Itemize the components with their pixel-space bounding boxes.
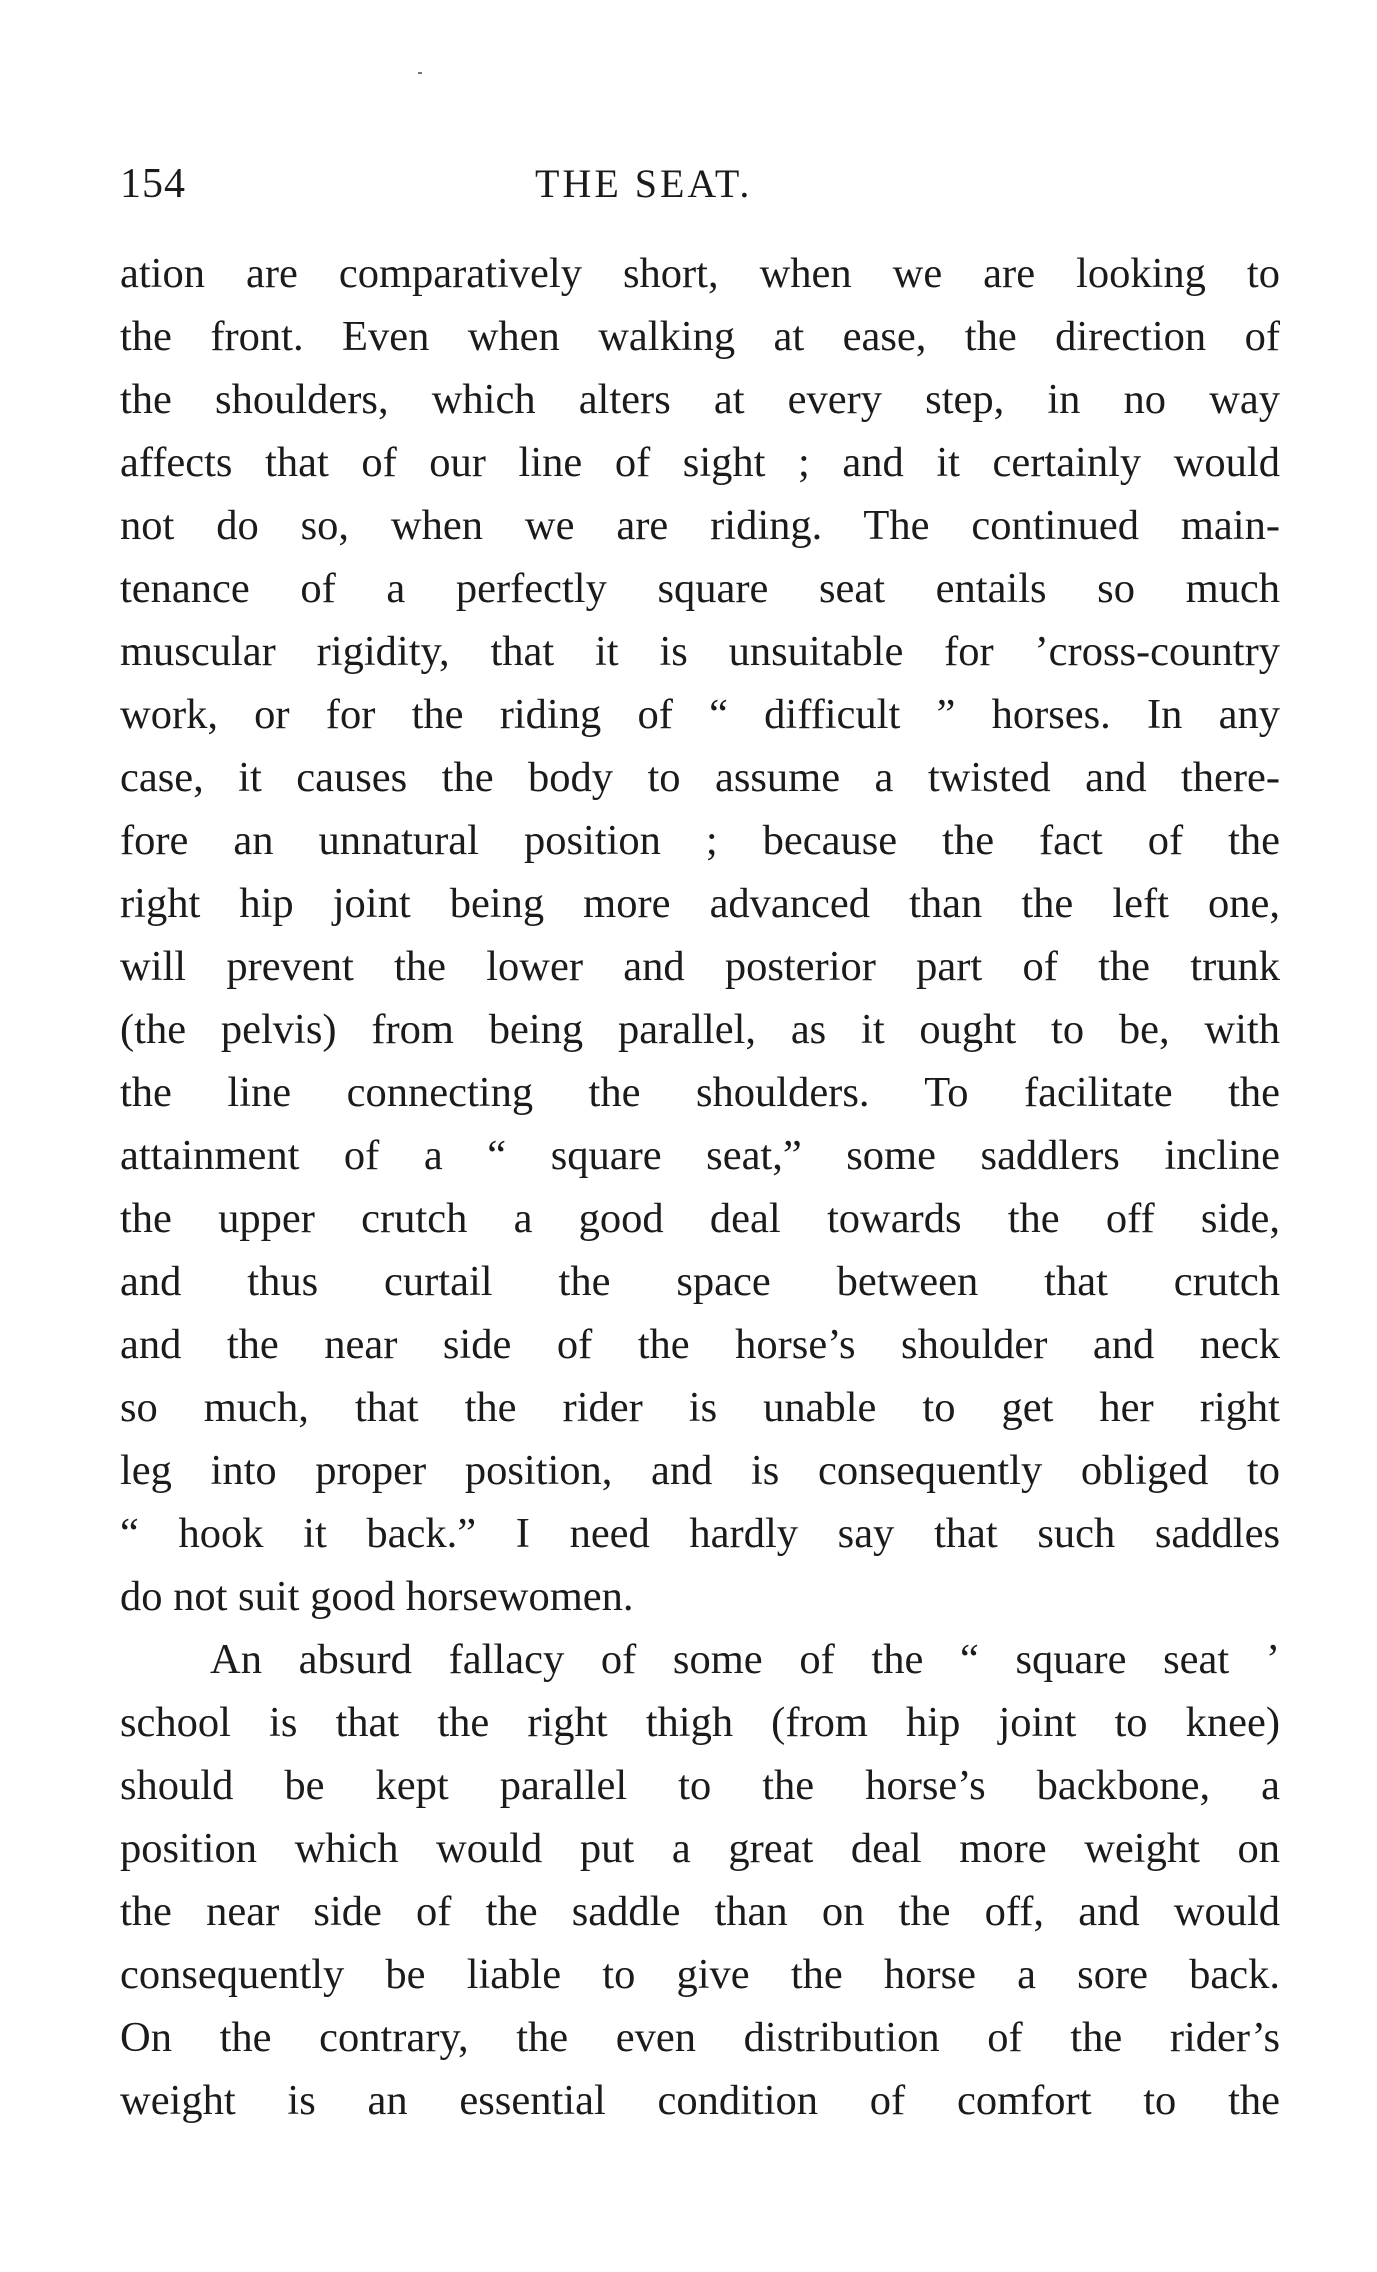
text-line: and the near side of the horse’s shoulder and neck bbox=[120, 1321, 1280, 1368]
body-text bbox=[120, 242, 1280, 2132]
text-line: school is that the right thigh (from hip joint to knee) bbox=[120, 1699, 1280, 1746]
text-line: weight is an essential condition of comfort to the bbox=[120, 2077, 1280, 2124]
text-line: not do so, when we are riding. The continued main- bbox=[120, 502, 1280, 549]
text-line: the near side of the saddle than on the off, and would bbox=[120, 1888, 1280, 1935]
text-line: affects that of our line of sight ; and it certainly would bbox=[120, 439, 1280, 486]
paragraph-start-line: An absurd fallacy of some of the “ square seat ’ bbox=[210, 1636, 1280, 1683]
text-line: position which would put a great deal more weight on bbox=[120, 1825, 1280, 1872]
text-line: right hip joint being more advanced than the left one, bbox=[120, 880, 1280, 927]
text-line: “ hook it back.” I need hardly say that such saddles bbox=[120, 1510, 1280, 1557]
text-line: consequently be liable to give the horse a sore back. bbox=[120, 1951, 1280, 1998]
text-line: and thus curtail the space between that crutch bbox=[120, 1258, 1280, 1305]
text-line: the front. Even when walking at ease, the direction of bbox=[120, 313, 1280, 360]
text-line: On the contrary, the even distribution of the rider’s bbox=[120, 2014, 1280, 2061]
text-line: so much, that the rider is unable to get her right bbox=[120, 1384, 1280, 1431]
text-line: ation are comparatively short, when we are looking to bbox=[120, 250, 1280, 297]
text-line: case, it causes the body to assume a twisted and there- bbox=[120, 754, 1280, 801]
text-line: the upper crutch a good deal towards the off side, bbox=[120, 1195, 1280, 1242]
text-line: attainment of a “ square seat,” some saddlers incline bbox=[120, 1132, 1280, 1179]
text-line: the shoulders, which alters at every step, in no way bbox=[120, 376, 1280, 423]
text-line: should be kept parallel to the horse’s backbone, a bbox=[120, 1762, 1280, 1809]
text-line: will prevent the lower and posterior part of the trunk bbox=[120, 943, 1280, 990]
text-line: (the pelvis) from being parallel, as it ought to be, with bbox=[120, 1006, 1280, 1053]
text-line: leg into proper position, and is consequently obliged to bbox=[120, 1447, 1280, 1494]
running-head bbox=[120, 160, 1280, 220]
text-line: fore an unnatural position ; because the fact of the bbox=[120, 817, 1280, 864]
paragraph-end-line: do not suit good horsewomen. bbox=[120, 1573, 634, 1620]
text-line: tenance of a perfectly square seat entails so much bbox=[120, 565, 1280, 612]
chapter-title: THE SEAT. bbox=[535, 161, 753, 206]
text-line: muscular rigidity, that it is unsuitable for ’cross-country bbox=[120, 628, 1280, 675]
text-line: the line connecting the shoulders. To facilitate the bbox=[120, 1069, 1280, 1116]
text-line: work, or for the riding of “ difficult ” horses. In any bbox=[120, 691, 1280, 738]
print-speck bbox=[418, 72, 422, 74]
page-number: 154 bbox=[120, 161, 186, 207]
